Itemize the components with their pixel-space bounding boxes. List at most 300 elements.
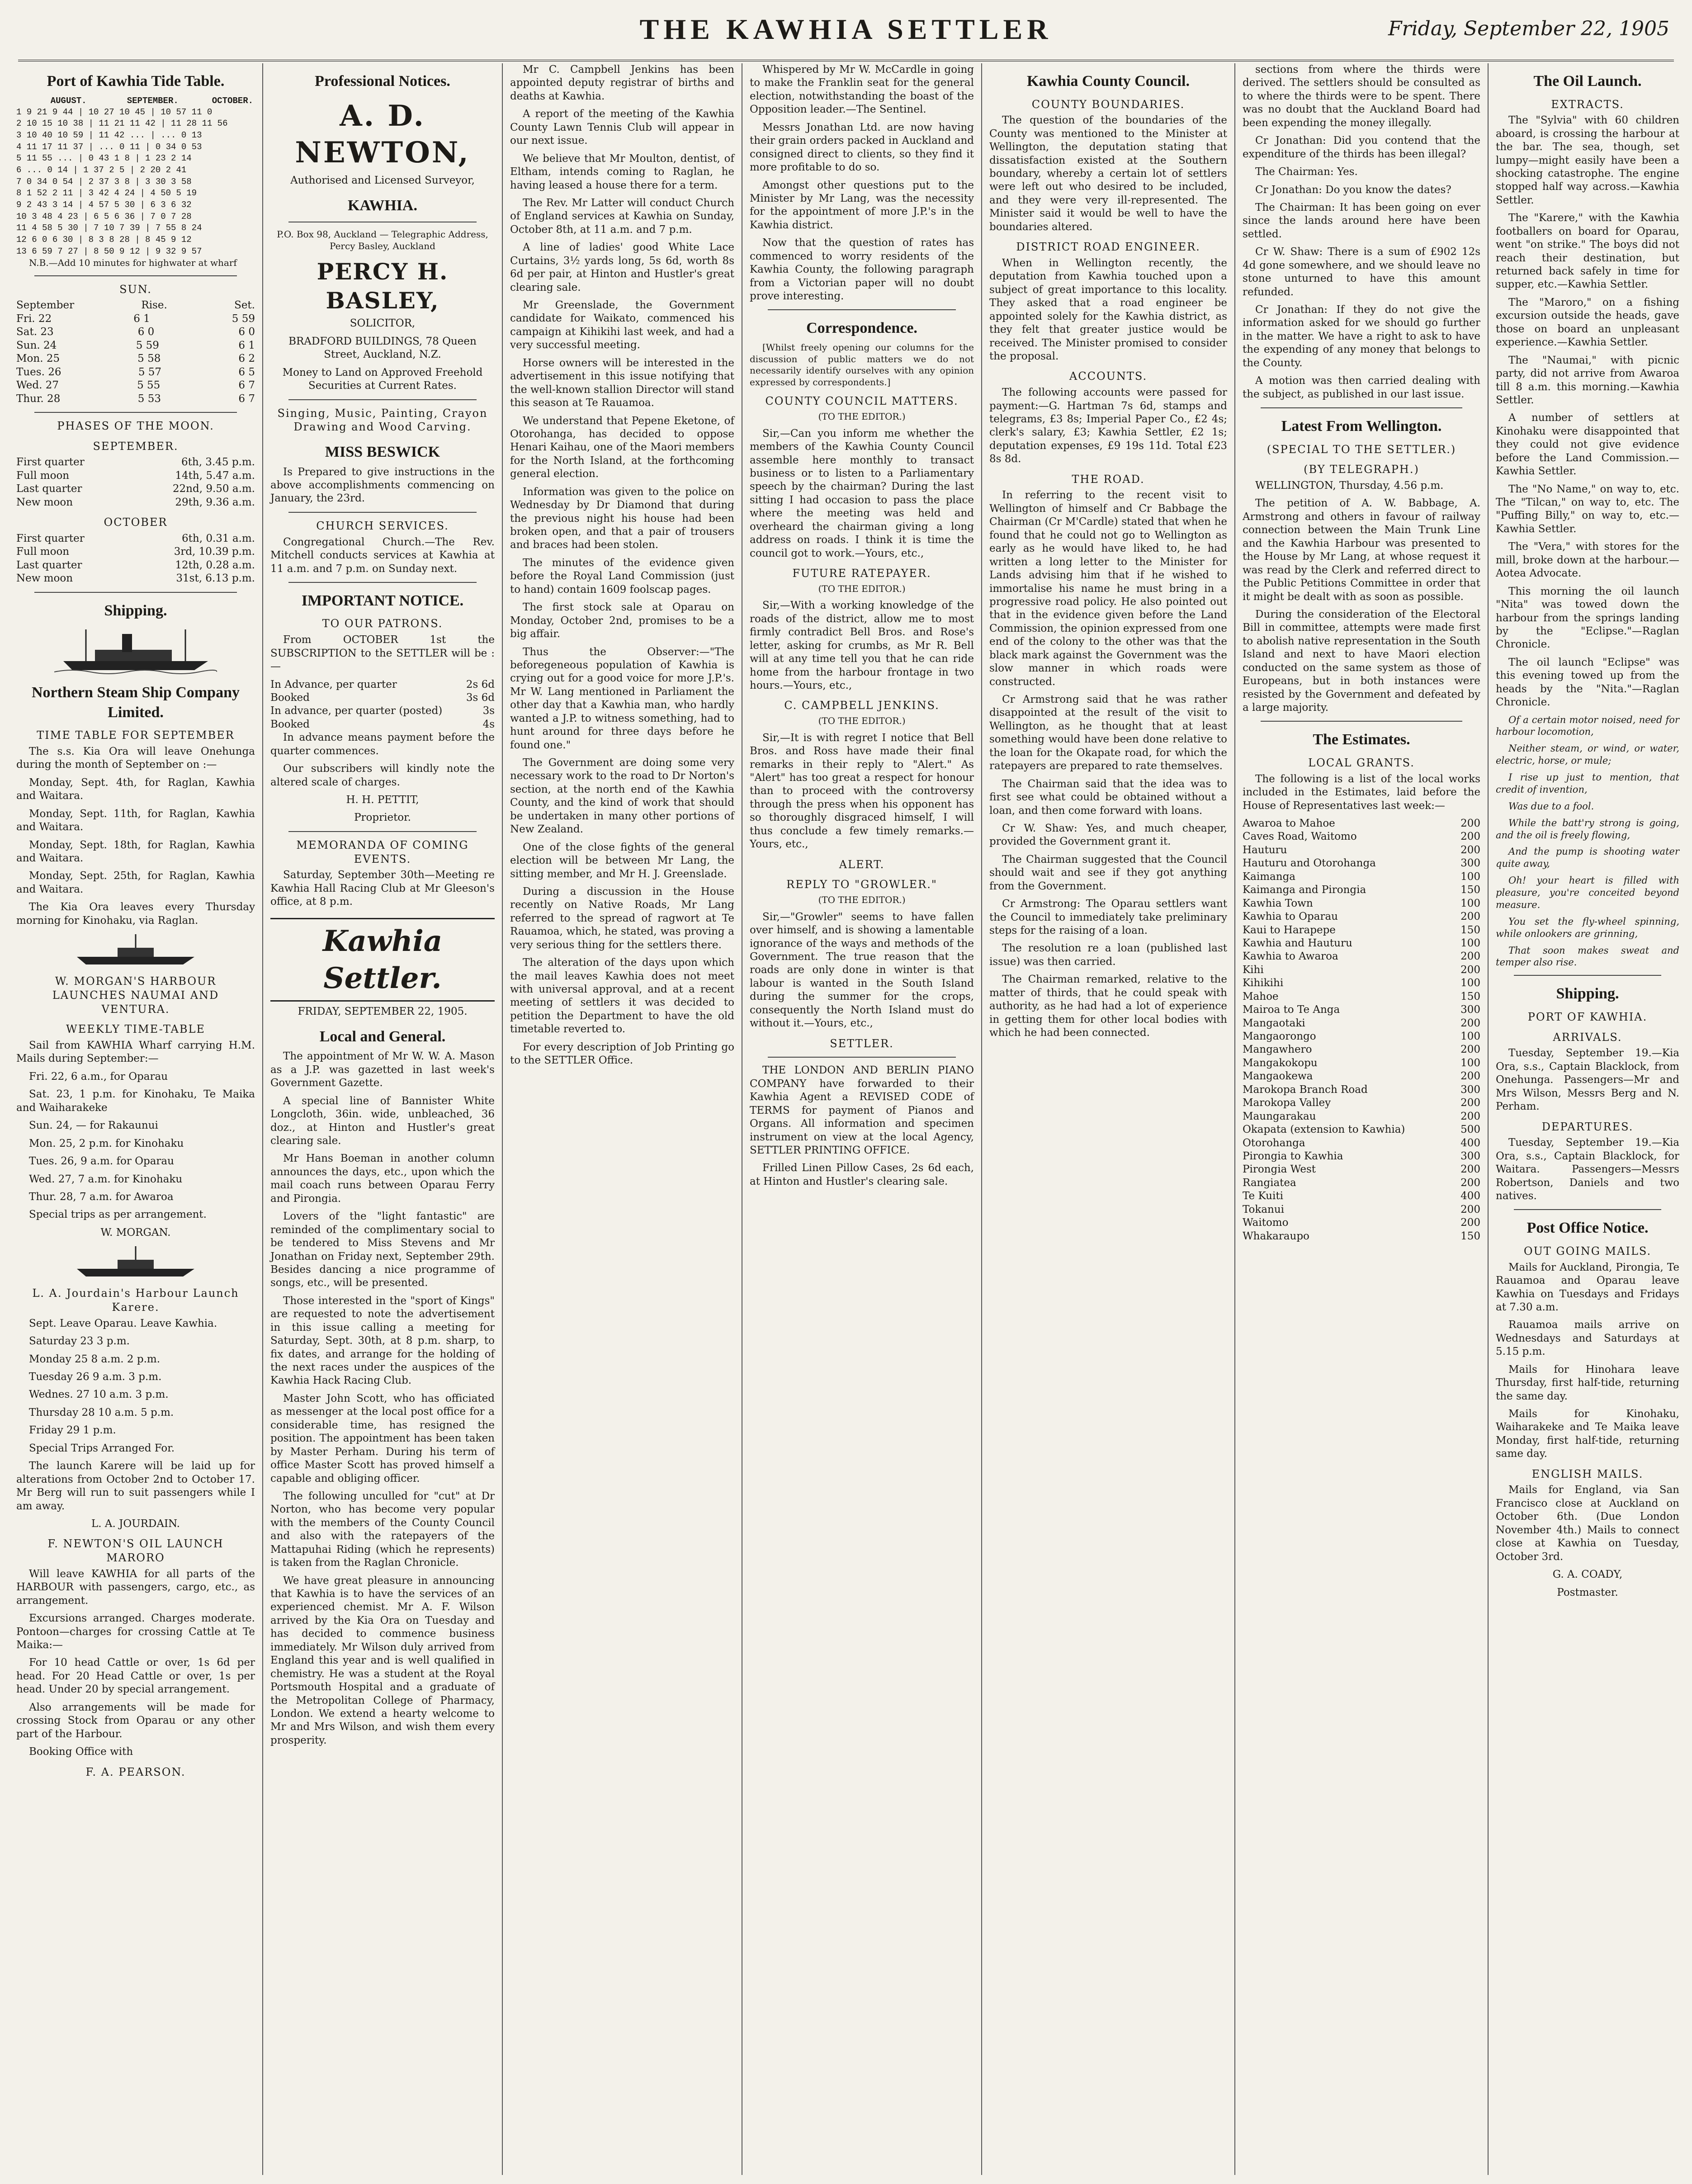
council-para: Cr Armstrong said that he was rather disappointed at the result of the visit to Wellington, as he thought that at least something would have been done relative to the loan for the Okapate road, for which the ratepayers are prepared to rate themselves.: [989, 694, 1227, 772]
moon-time: 6th, 3.45 p.m.: [181, 456, 255, 468]
morgan-line: Thur. 28, 7 a.m. for Awaroa: [29, 1191, 174, 1203]
estimates-title: The Estimates.: [1313, 731, 1410, 748]
tide-row: 4 11 17 11 37 | ... 0 11 | 0 34 0 53: [16, 142, 202, 152]
postmaster-name: G. A. COADY,: [1552, 1569, 1623, 1581]
sun-row: [16, 352, 255, 365]
local-para: The following unculled for "cut" at Dr Norton, who has become very popular with the members of the County Council and also with the ratepayers of the Mattapuhai Riding (which he represents) is taken from the Raglan Chronicle.: [270, 1490, 495, 1569]
correspondence-title: Correspondence.: [806, 320, 917, 337]
grant-row: [1243, 884, 1480, 897]
oil-launch-title: The Oil Launch.: [1533, 73, 1642, 90]
grant-row: [1243, 1043, 1480, 1056]
tide-row: 13 6 59 7 27 | 8 50 9 12 | 9 32 9 57: [16, 246, 202, 256]
divider: [34, 412, 237, 413]
grant-row: [1243, 1057, 1480, 1070]
news-para: For every description of Job Printing go to the SETTLER Office.: [510, 1041, 734, 1067]
ship-line: Monday, Sept. 4th, for Raglan, Kawhia and Waitara.: [16, 776, 255, 802]
news-para: Horse owners will be interested in the advertisement in this issue notifying that the well-known stallion Director will stand this season at Te Rauamoa.: [510, 357, 735, 409]
divider: [1514, 1209, 1661, 1210]
postmaster-role: Postmaster.: [1557, 1586, 1618, 1598]
grant-amount: 200: [1460, 1017, 1480, 1029]
nameplate: Kawhia Settler.: [270, 918, 495, 1002]
rate-label: Booked: [270, 718, 310, 730]
to-editor: (TO THE EDITOR.): [818, 894, 906, 906]
sun-day: Mon. 25: [16, 353, 60, 365]
basley-name: PERCY H. BASLEY,: [317, 258, 449, 314]
tide-row: 2 10 15 10 38 | 11 21 11 42 | 11 28 11 56: [16, 118, 228, 129]
poem-line: Oh! your heart is filled with pleasure, you're conceited beyond measure.: [1496, 875, 1679, 910]
local-para: Master John Scott, who has officiated as messenger at the local post office for a considerable time, has resigned the position. The appointment has been taken by Master Perham. During his term of office Master Scott has proved himself a capable and obliging officer.: [270, 1392, 495, 1484]
extract-para: The "No Name," on way to, etc. The "Tilcan," on way to, etc. The "Puffing Billy," on way to, etc.—Kawhia Settler.: [1496, 483, 1679, 535]
grant-amount: 200: [1460, 1203, 1480, 1215]
grant-name: Pirongia West: [1243, 1163, 1316, 1176]
ship-line: The s.s. Kia Ora will leave Onehunga during the month of September on :—: [16, 745, 255, 771]
tide-row: 1 9 21 9 44 | 10 27 10 45 | 10 57 11 0: [16, 107, 213, 117]
nameplate-date: FRIDAY, SEPTEMBER 22, 1905.: [298, 1006, 468, 1018]
sun-day: Wed. 27: [16, 379, 59, 392]
masthead: [18, 5, 1674, 61]
to-editor: (TO THE EDITOR.): [818, 411, 906, 422]
whispered-para: Whispered by Mr W. McCardle in going to make the Franklin seat for the general election, notwithstanding the boast of the Opposition leader.—The Sentinel.: [750, 64, 974, 116]
council-para: Cr Armstrong: The Oparau settlers want the Council to immediately take preliminary steps for the raising of a loan.: [989, 898, 1227, 937]
grant-amount: 400: [1460, 1190, 1480, 1202]
moon-row: [16, 559, 255, 572]
tide-table-title: Port of Kawhia Tide Table.: [47, 73, 225, 90]
grant-row: [1243, 1230, 1480, 1243]
divider: [34, 275, 237, 276]
grant-name: Kawhia to Oparau: [1243, 911, 1338, 923]
morgan-line: Mon. 25, 2 p.m. for Kinohaku: [29, 1137, 184, 1149]
tide-row: 7 0 34 0 54 | 2 37 3 8 | 3 30 3 58: [16, 176, 192, 187]
rate-value: 3s: [482, 705, 495, 717]
column-4: [742, 63, 981, 2175]
sun-set: 6 2: [238, 353, 255, 365]
council-para: In referring to the recent visit to Wellington of himself and Cr Babbage the Chairman (Cr M'Cardle) stated that when he found that he could not go to Wellington as early as he would have liked to, he had written a long letter to the Minister for Lands advising him that if he wished to immortalise his name he must bring in a progressive road policy. He also pointed out that in the evidence given before the Land Commission, the opinion expressed from one end of the colony to the other was that the black mark against the Government was the slow manner in which roads were constructed.: [989, 489, 1227, 688]
news-para: One of the close fights of the general election will be between Mr Lang, the sitting member, and Mr H. J. Greenslade.: [510, 841, 734, 880]
sun-header: [16, 299, 255, 312]
extracts-title: EXTRACTS.: [1551, 98, 1624, 111]
singing-heading: Singing, Music, Painting, Crayon Drawing and Wood Carving.: [277, 407, 488, 434]
jourdain-line: Friday 29 1 p.m.: [29, 1424, 116, 1437]
tide-row: 10 3 48 4 23 | 6 5 6 36 | 7 0 7 28: [16, 211, 192, 222]
moon-row: [16, 496, 255, 509]
grant-amount: 200: [1460, 1070, 1480, 1083]
sun-row: [16, 326, 255, 339]
moon-row: [16, 469, 255, 482]
letter-text: Sir,—Can you inform me whether the members of the Kawhia County Council assemble here monthly to transact business or to listen to a Parliamentary speech by the chairman? During the last sitting I had occasion to pass the place where the meeting was held and overheard the chairman giving a long address on roads. I think it is time the council got to work.—Yours, etc.,: [750, 427, 974, 559]
grant-name: Mangakokopu: [1243, 1057, 1318, 1069]
moon-phase: Last quarter: [16, 483, 82, 495]
ship-line: Monday, Sept. 18th, for Raglan, Kawhia and Waitara.: [16, 839, 255, 864]
council-para: The Chairman remarked, relative to the matter of thirds, that he could speak with authority, as he had had a lot of experience in getting them for other local bodies with which he had been connected.: [989, 974, 1227, 1039]
notice-text-2: In advance means payment before the quarter commences.: [270, 732, 495, 757]
grant-name: Okapata (extension to Kawhia): [1243, 1124, 1405, 1136]
grant-row: [1243, 1137, 1480, 1150]
newton-name: A. D. NEWTON,: [295, 99, 470, 170]
grant-amount: 150: [1460, 924, 1480, 936]
grant-amount: 150: [1460, 990, 1480, 1002]
column-6: [1234, 63, 1488, 2175]
local-para: Lovers of the "light fantastic" are reminded of the complimentary social to be tendered to Miss Stevens and Mr Jonathan on Friday next, September 29th. Besides dancing a nice programme of songs, etc., will be presented.: [270, 1210, 495, 1289]
grant-row: [1243, 964, 1480, 977]
moon-phase: Full moon: [16, 469, 70, 482]
church-text: Congregational Church.—The Rev. Mitchell conducts services at Kawhia at 11 a.m. and 7 p.m. on Sunday next.: [270, 536, 495, 575]
grant-amount: 150: [1460, 884, 1480, 896]
ship-line: The Kia Ora leaves every Thursday morning for Kinohaku, via Raglan.: [16, 901, 255, 927]
council-para: The Chairman: It has been going on ever since the lands around here have been settled.: [1243, 201, 1480, 240]
news-para: Amongst other questions put to the Minister by Mr Lang, was the necessity for the appointment of more J.P.'s in the Kawhia district.: [750, 179, 974, 231]
moon-time: 31st, 6.13 p.m.: [176, 572, 255, 585]
extract-para: A number of settlers at Kinohaku were disappointed that they could not give evidence before the Land Commission.—Kawhia Settler.: [1496, 412, 1679, 477]
moon-phase: First quarter: [16, 532, 85, 544]
sun-rise: 5 59: [136, 339, 159, 351]
grant-amount: 300: [1460, 857, 1480, 870]
grants-intro: The following is a list of the local works included in the Estimates, laid before the House of Representatives last week:—: [1243, 773, 1480, 812]
council-para: Cr Jonathan: If they do not give the information asked for we should go further in the matter. We have a right to ask to have the expending of any money that belongs to the County.: [1243, 304, 1480, 369]
post-office-title: Post Office Notice.: [1527, 1220, 1649, 1237]
tide-table-header: [16, 95, 255, 107]
letter-sign: FUTURE RATEPAYER.: [792, 567, 931, 580]
newton-place: KAWHIA.: [348, 197, 417, 214]
poem-line: Was due to a fool.: [1508, 800, 1594, 812]
extract-para: The "Naumai," with picnic party, did not arrive from Awaroa till 8 a.m. this morning.—Kawhia Settler.: [1496, 354, 1679, 406]
grant-name: Kaimanga: [1243, 870, 1296, 883]
extract-para: The "Karere," with the Kawhia footballers on board for Oparau, went "on strike." The boys did not reach their destination, but returned back safely in time for supper, etc.—Kawhia Settler.: [1496, 212, 1679, 291]
shipping-right-title: Shipping.: [1556, 985, 1619, 1002]
grant-name: Tokanui: [1243, 1203, 1285, 1215]
grant-name: Kawhia to Awaroa: [1243, 950, 1338, 963]
council-para: Cr W. Shaw: There is a sum of £902 12s 4d gone somewhere, and we should leave no stone unturned to have this amount refunded.: [1243, 246, 1480, 298]
tide-row: 6 ... 0 14 | 1 37 2 5 | 2 20 2 41: [16, 165, 187, 175]
grant-name: Kawhia Town: [1243, 897, 1313, 909]
issue-date: Friday, September 22, 1905: [1388, 17, 1669, 40]
news-para: Mr C. Campbell Jenkins has been appointed deputy registrar of births and deaths at Kawhia.: [510, 64, 734, 102]
grant-amount: 500: [1460, 1124, 1480, 1136]
newton-line: For 10 head Cattle or over, 1s 6d per head. For 20 Head Cattle or over, 1s per head. Under 20 by special arrangement.: [16, 1657, 255, 1696]
jourdain-sign: L. A. JOURDAIN.: [91, 1517, 180, 1530]
grant-row: [1243, 1083, 1480, 1097]
grant-row: [1243, 817, 1480, 830]
grant-amount: 100: [1460, 897, 1480, 909]
sun-set: 6 0: [238, 326, 255, 338]
post-para: Mails for Auckland, Pirongia, Te Rauamoa and Oparau leave Kawhia on Tuesdays and Fridays at 7.30 a.m.: [1496, 1261, 1679, 1313]
grant-name: Te Kuiti: [1243, 1190, 1283, 1202]
sun-day: Fri. 22: [16, 312, 52, 325]
grant-name: Pirongia to Kawhia: [1243, 1150, 1343, 1162]
grant-name: Marokopa Branch Road: [1243, 1083, 1368, 1096]
steamship-company: Northern Steam Ship Company Limited.: [32, 684, 240, 721]
wellington-para: The petition of A. W. Babbage, A. Armstrong and others in favour of railway connection between the Main Trunk Line and the Kawhia Harbour was presented to the House by Mr Lang, at whose request it was read by the Clerk and referred direct to the Public Petitions Committee in order that it might be dealt with as soon as possible.: [1243, 497, 1480, 603]
grant-amount: 150: [1460, 1230, 1480, 1242]
grant-name: Kaui to Harapepe: [1243, 924, 1336, 936]
news-para: The first stock sale at Oparau on Monday, October 2nd, promises to be a big affair.: [510, 601, 734, 640]
letter-sign: ALERT.: [839, 858, 885, 871]
news-para: Thus the Observer:—"The beforegeneous population of Kawhia is crying out for a good voice for more J.P.'s. Mr W. Lang mentioned in Parliament the other day that a Kawhia man, who hardly wanted a J.P. to witness something, had to hunt around for three days before he found one.": [510, 646, 734, 751]
letter-text: Sir,—With a working knowledge of the roads of the district, allow me to most firmly contradict Bell Bros. and Rose's letter, asking for crumbs, as Mr R. Bell will at any time tell you that he can ride home from the harbour frontage in two hours.—Yours, etc.,: [750, 600, 974, 691]
poem-line: Neither steam, or wind, or water, electric, horse, or mule;: [1496, 743, 1679, 766]
council-para: Cr W. Shaw: Yes, and much cheaper, provided the Government grant it.: [989, 822, 1227, 848]
sun-rise: 5 58: [137, 353, 161, 365]
column-2: [262, 63, 502, 2175]
memoranda-title: MEMORANDA OF COMING EVENTS.: [296, 838, 469, 865]
grant-name: Awaroa to Mahoe: [1243, 818, 1335, 829]
accounts-title: ACCOUNTS.: [1069, 370, 1148, 383]
sun-row: [16, 392, 255, 406]
council-para: sections from where the thirds were derived. The settlers should be consulted as to where the thirds were to be spent. There was no doubt that the Auckland Board had been expending the money illegally.: [1243, 64, 1480, 129]
sun-rise: 5 53: [137, 392, 161, 405]
moon-time: 14th, 5.47 a.m.: [175, 469, 255, 482]
grant-row: [1243, 1097, 1480, 1110]
jourdain-line: Tuesday 26 9 a.m. 3 p.m.: [29, 1371, 162, 1383]
moon-sep-title: SEPTEMBER.: [93, 440, 179, 453]
to-editor: (TO THE EDITOR.): [818, 715, 906, 727]
correspondence-note: [Whilst freely opening our columns for the discussion of public matters we do not necessarily identify ourselves with any opinion expressed by correspondents.]: [750, 341, 974, 388]
tide-note: N.B.—Add 10 minutes for highwater at wharf: [29, 257, 237, 269]
sun-head-cell: Rise.: [141, 299, 167, 312]
letter-sign: C. CAMPBELL JENKINS.: [784, 699, 940, 712]
county-council-title: Kawhia County Council.: [1027, 73, 1190, 90]
grant-name: Mangawhero: [1243, 1044, 1312, 1056]
steamship-timetable: TIME TABLE FOR SEPTEMBER: [37, 729, 235, 742]
column-7: [1488, 63, 1687, 2175]
rate-row: [270, 678, 495, 691]
grant-row: [1243, 1070, 1480, 1083]
post-para: Rauamoa mails arrive on Wednesdays and Saturdays at 5.15 p.m.: [1496, 1319, 1679, 1358]
grant-row: [1243, 870, 1480, 884]
grant-row: [1243, 1203, 1480, 1216]
council-para: Cr Jonathan: Did you contend that the expenditure of the thirds has been illegal?: [1243, 135, 1480, 160]
tide-row: 5 11 55 ... | 0 43 1 8 | 1 23 2 14: [16, 153, 192, 164]
grant-amount: 200: [1460, 1177, 1480, 1189]
divider: [34, 592, 237, 593]
sun-set: 5 59: [232, 312, 255, 325]
morgan-line: Wed. 27, 7 a.m. for Kinohaku: [29, 1173, 183, 1185]
grant-name: Kaimanga and Pirongia: [1243, 884, 1366, 896]
rate-label: In advance, per quarter (posted): [270, 705, 443, 717]
grant-amount: 200: [1460, 964, 1480, 976]
growler-title: REPLY TO "GROWLER.": [786, 878, 937, 891]
grant-amount: 200: [1460, 1217, 1480, 1229]
moon-phase: New moon: [16, 572, 73, 585]
rate-value: 2s 6d: [466, 678, 495, 690]
wellington-dateline: WELLINGTON, Thursday, 4.56 p.m.: [1255, 480, 1444, 492]
council-para: The resolution re a loan (published last issue) was then carried.: [989, 942, 1227, 968]
divider: [768, 309, 956, 310]
grant-name: Kihi: [1243, 964, 1264, 976]
grant-name: Otorohanga: [1243, 1137, 1305, 1149]
grant-name: Marokopa Valley: [1243, 1097, 1331, 1109]
news-para: We believe that Mr Moulton, dentist, of Eltham, intends coming to Raglan, he having leased a house there for a term.: [510, 152, 734, 191]
news-para: Information was given to the police on Wednesday by Dr Diamond that during the previous night his house had been broken open, and that a pair of trousers and braces had been stolen.: [510, 486, 734, 551]
wellington-sub: (SPECIAL TO THE SETTLER.): [1267, 443, 1456, 456]
moon-time: 6th, 0.31 a.m.: [182, 532, 255, 544]
sun-day: Sun. 24: [16, 339, 57, 351]
jourdain-line: Wednes. 27 10 a.m. 3 p.m.: [29, 1389, 169, 1401]
notice-sub: TO OUR PATRONS.: [322, 617, 443, 630]
local-para: Those interested in the "sport of Kings" are requested to note the advertisement in this issue calling a meeting for Saturday, Sept. 30th, at 8 p.m. sharp, to fix dates, and arrange for the holding of the next races under the auspices of the Kawhia Hack Racing Club.: [270, 1295, 495, 1387]
launch-icon: [68, 1244, 203, 1280]
poem: [1496, 714, 1679, 969]
grant-amount: 100: [1460, 937, 1480, 949]
tide-row: 11 4 58 5 30 | 7 10 7 39 | 7 55 8 24: [16, 223, 202, 233]
jourdain-line: Special Trips Arranged For.: [29, 1442, 175, 1454]
newton-sign: F. A. PEARSON.: [85, 1765, 186, 1778]
grant-row: [1243, 990, 1480, 1003]
jourdain-line: Thursday 28 10 a.m. 5 p.m.: [29, 1406, 174, 1418]
grant-amount: 200: [1460, 911, 1480, 923]
sun-title: SUN.: [119, 283, 152, 296]
letter-text: Sir,—It is with regret I notice that Bell Bros. and Ross have made their final remarks in their reply to "Alert." As "Alert" has too great a respect for honour than to proceed with the controversy through the press when his opponent has so thoroughly disgraced himself, I will thus conclude a few timely remarks.—Yours, etc.,: [750, 732, 974, 851]
letter-text: Sir,—"Growler" seems to have fallen over himself, and is showing a lamentable ignorance of the ways and methods of the Government. The true reason that the roads are only done in winter is that labour is wanted in the South Island during the summer for the crops, consequently the North Island must do without it.—Yours, etc.,: [750, 911, 974, 1030]
morgan-line: Tues. 26, 9 a.m. for Oparau: [29, 1155, 174, 1168]
jourdain-line: Saturday 23 3 p.m.: [29, 1335, 130, 1347]
letter-sign: SETTLER.: [830, 1037, 894, 1050]
grant-amount: 100: [1460, 977, 1480, 989]
morgan-line: Sat. 23, 1 p.m. for Kinohaku, Te Maika and Waiharakeke: [16, 1088, 255, 1114]
moon-oct-title: OCTOBER: [104, 516, 168, 529]
basley-po: P.O. Box 98, Auckland — Telegraphic Address, Percy Basley, Auckland: [277, 229, 488, 251]
divider: [1261, 407, 1462, 408]
news-para: A line of ladies' good White Lace Curtains, 3½ yards long, 5s 6d, worth 8s 6d per pair, at Hinton and Hustler's great clearing sale.: [510, 241, 734, 293]
council-para: Cr Jonathan: Do you know the dates?: [1255, 184, 1451, 196]
tide-table: [16, 95, 255, 107]
divider: [288, 512, 477, 513]
grant-name: Mairoa to Te Anga: [1243, 1004, 1340, 1016]
shipping-title: Shipping.: [104, 602, 167, 619]
column-5: [981, 63, 1234, 2175]
divider: [288, 582, 477, 583]
poem-line: While the batt'ry strong is going, and the oil is freely flowing,: [1496, 817, 1679, 841]
wellington-para: During the consideration of the Electoral Bill in committee, attempts were made first to abolish native representation in the South Island and next to have Maori election conducted on the same system as those of Europeans, but in both instances were resisted by the Government and defeated by a large majority.: [1243, 608, 1480, 714]
grant-row: [1243, 830, 1480, 843]
grant-name: Hauturu: [1243, 844, 1287, 856]
local-para: The appointment of Mr W. W. A. Mason as a J.P. was gazetted in last week's Government Gazette.: [270, 1050, 495, 1089]
jourdain-line: The launch Karere will be laid up for alterations from October 2nd to October 17. Mr Berg will run to suit passengers while I am away.: [16, 1460, 255, 1512]
arrivals-text: Tuesday, September 19.—Kia Ora, s.s., Captain Blacklock, from Onehunga. Passengers—Mr and Mrs Wilson, Messrs Berg and N. Perham.: [1496, 1047, 1679, 1113]
out-mails-title: OUT GOING MAILS.: [1523, 1244, 1652, 1257]
grant-amount: 400: [1460, 1137, 1480, 1149]
morgan-line: Fri. 22, 6 a.m., for Oparau: [29, 1070, 168, 1083]
tide-row: 8 1 52 2 11 | 3 42 4 24 | 4 50 5 19: [16, 188, 197, 199]
sun-day: Thur. 28: [16, 392, 61, 405]
tide-month: AUGUST.: [50, 95, 87, 106]
news-para: A report of the meeting of the Kawhia County Lawn Tennis Club will appear in our next issue.: [510, 108, 734, 147]
extract-para: The "Sylvia" with 60 children aboard, is crossing the harbour at the bar. The sea, though, set lumpy—might easily have been a shocking catastrophe. The engine stopped half way across.—Kawhia Settler.: [1496, 114, 1679, 206]
grant-amount: 200: [1460, 1110, 1480, 1122]
english-mails-title: ENGLISH MAILS.: [1531, 1467, 1644, 1480]
news-para: Now that the question of rates has commenced to worry residents of the Kawhia County, the following paragraph from a Victorian paper will no doubt prove interesting.: [750, 237, 974, 302]
beswick-name: MISS BESWICK: [325, 444, 440, 461]
ship-line: Monday, Sept. 11th, for Raglan, Kawhia and Waitara.: [16, 808, 255, 833]
to-editor: (TO THE EDITOR.): [818, 583, 906, 594]
news-para: We understand that Pepene Eketone, of Otorohanga, has decided to oppose Henari Kaihau, one of the Maori members for the North Island, at the forthcoming general election.: [510, 415, 734, 480]
grant-name: Whakaraupo: [1243, 1230, 1309, 1242]
rate-label: In Advance, per quarter: [270, 678, 397, 690]
sun-row: [16, 312, 255, 326]
council-para: The Chairman suggested that the Council should wait and see if they got anything from the Government.: [989, 853, 1227, 892]
grant-row: [1243, 924, 1480, 937]
news-para: Messrs Jonathan Ltd. are now having their grain orders packed in Auckland and consigned direct to clients, so they find it more profitable to do so.: [750, 121, 974, 174]
sun-set: 6 5: [238, 366, 255, 378]
grant-row: [1243, 1150, 1480, 1163]
news-para: The Rev. Mr Latter will conduct Church of England services at Kawhia on Sunday, October 8th, at 11 a.m. and 7 p.m.: [510, 197, 734, 236]
grant-amount: 100: [1460, 1031, 1480, 1042]
divider: [1261, 721, 1462, 722]
grant-row: [1243, 1123, 1480, 1136]
grant-amount: 200: [1460, 1097, 1480, 1109]
news-para: Mr Greenslade, the Government candidate for Waikato, commenced his campaign at Kihikihi last week, and had a very successful meeting.: [510, 299, 734, 351]
newton-line: Booking Office with: [29, 1746, 133, 1758]
departures-title: DEPARTURES.: [1541, 1120, 1634, 1133]
moon-time: 3rd, 10.39 p.m.: [174, 546, 255, 558]
morgan-line: Special trips as per arrangement.: [29, 1209, 207, 1221]
poem-line: You set the fly-wheel spinning, while onlookers are grinning,: [1496, 916, 1679, 939]
grant-row: [1243, 844, 1480, 857]
moon-row: [16, 572, 255, 585]
tide-row: 12 6 0 6 30 | 8 3 8 28 | 8 45 9 12: [16, 234, 192, 245]
divider: [1514, 975, 1661, 976]
grant-row: [1243, 937, 1480, 950]
council-para: The question of the boundaries of the County was mentioned to the Minister at Wellington, the deputation stating that dissatisfaction existed at the Southern boundary, whereby a certain lot of settlers were left out who desired to be included, and they were very ill-represented. The Minister said it would be well to have the boundaries altered.: [989, 114, 1227, 233]
moon-phase: Full moon: [16, 546, 70, 558]
moon-time: 29th, 9.36 a.m.: [175, 496, 255, 508]
port-title: PORT OF KAWHIA.: [1527, 1010, 1648, 1023]
sun-rise: 6 0: [137, 326, 155, 338]
departures-text: Tuesday, September 19.—Kia Ora, s.s., Captain Blacklock, for Waitara. Passengers—Messrs Robertson, Daniels and two natives.: [1496, 1137, 1679, 1202]
notice-title: IMPORTANT NOTICE.: [301, 592, 464, 609]
road-title: THE ROAD.: [1072, 473, 1145, 486]
morgan-weekly: WEEKLY TIME-TABLE: [66, 1023, 205, 1036]
moon-row: [16, 456, 255, 469]
grant-row: [1243, 1163, 1480, 1176]
rate-value: 3s 6d: [466, 691, 495, 704]
tide-row: 3 10 40 10 59 | 11 42 ... | ... 0 13: [16, 130, 202, 141]
column-1: [9, 63, 262, 2175]
newton-line: Will leave KAWHIA for all parts of the HARBOUR with passengers, cargo, etc., as arrangement.: [16, 1568, 255, 1607]
morgan-line: Sail from KAWHIA Wharf carrying H.M. Mails during September:—: [16, 1040, 255, 1065]
column-3: [502, 63, 742, 2175]
poem-line: That soon makes sweat and temper also rise.: [1496, 945, 1679, 968]
grant-name: Kihikihi: [1243, 977, 1284, 989]
grant-row: [1243, 897, 1480, 910]
grant-row: [1243, 1190, 1480, 1203]
local-para: Mr Hans Boeman in another column announces the days, etc., upon which the mail coach runs between Oparau Ferry and Pirongia.: [270, 1153, 495, 1205]
basley-address: BRADFORD BUILDINGS, 78 Queen Street, Auckland, N.Z.: [288, 335, 477, 361]
extract-para: The "Vera," with stores for the mill, broke down at the harbour.—Aotea Advocate.: [1496, 541, 1679, 580]
moon-phase: New moon: [16, 496, 73, 508]
wellington-by: (BY TELEGRAPH.): [1304, 463, 1419, 476]
sun-rise: 5 57: [138, 366, 162, 378]
council-para: The Chairman said that the idea was to first see what could be obtained without a loan, and then come forward with loans.: [989, 778, 1227, 817]
pillow-advert: Frilled Linen Pillow Cases, 2s 6d each, at Hinton and Hustler's clearing sale.: [750, 1162, 974, 1187]
grant-row: [1243, 1216, 1480, 1229]
grant-row: [1243, 857, 1480, 870]
poem-line: I rise up just to mention, that credit of invention,: [1496, 772, 1679, 795]
county-matters-title: COUNTY COUNCIL MATTERS.: [765, 395, 959, 408]
notice-proprietor: Proprietor.: [354, 812, 411, 824]
newspaper-title: THE KAWHIA SETTLER: [639, 13, 1053, 45]
sun-set: 6 7: [238, 379, 255, 392]
basley-role: SOLICITOR,: [350, 317, 416, 330]
grant-name: Mangaorongo: [1243, 1031, 1316, 1042]
grant-amount: 300: [1460, 1083, 1480, 1096]
moon-phase: First quarter: [16, 456, 85, 468]
news-para: During a discussion in the House recently on Native Roads, Mr Lang referred to the spread of ragwort at Te Rauamoa, which, he stated, was proving a very serious thing for the settlers there.: [510, 885, 734, 951]
moon-phase: Last quarter: [16, 559, 82, 571]
grant-row: [1243, 1030, 1480, 1043]
divider: [288, 399, 477, 400]
grant-row: [1243, 977, 1480, 990]
newton-line: Also arrangements will be made for crossing Stock from Oparau or any other part of the Harbour.: [16, 1701, 255, 1740]
